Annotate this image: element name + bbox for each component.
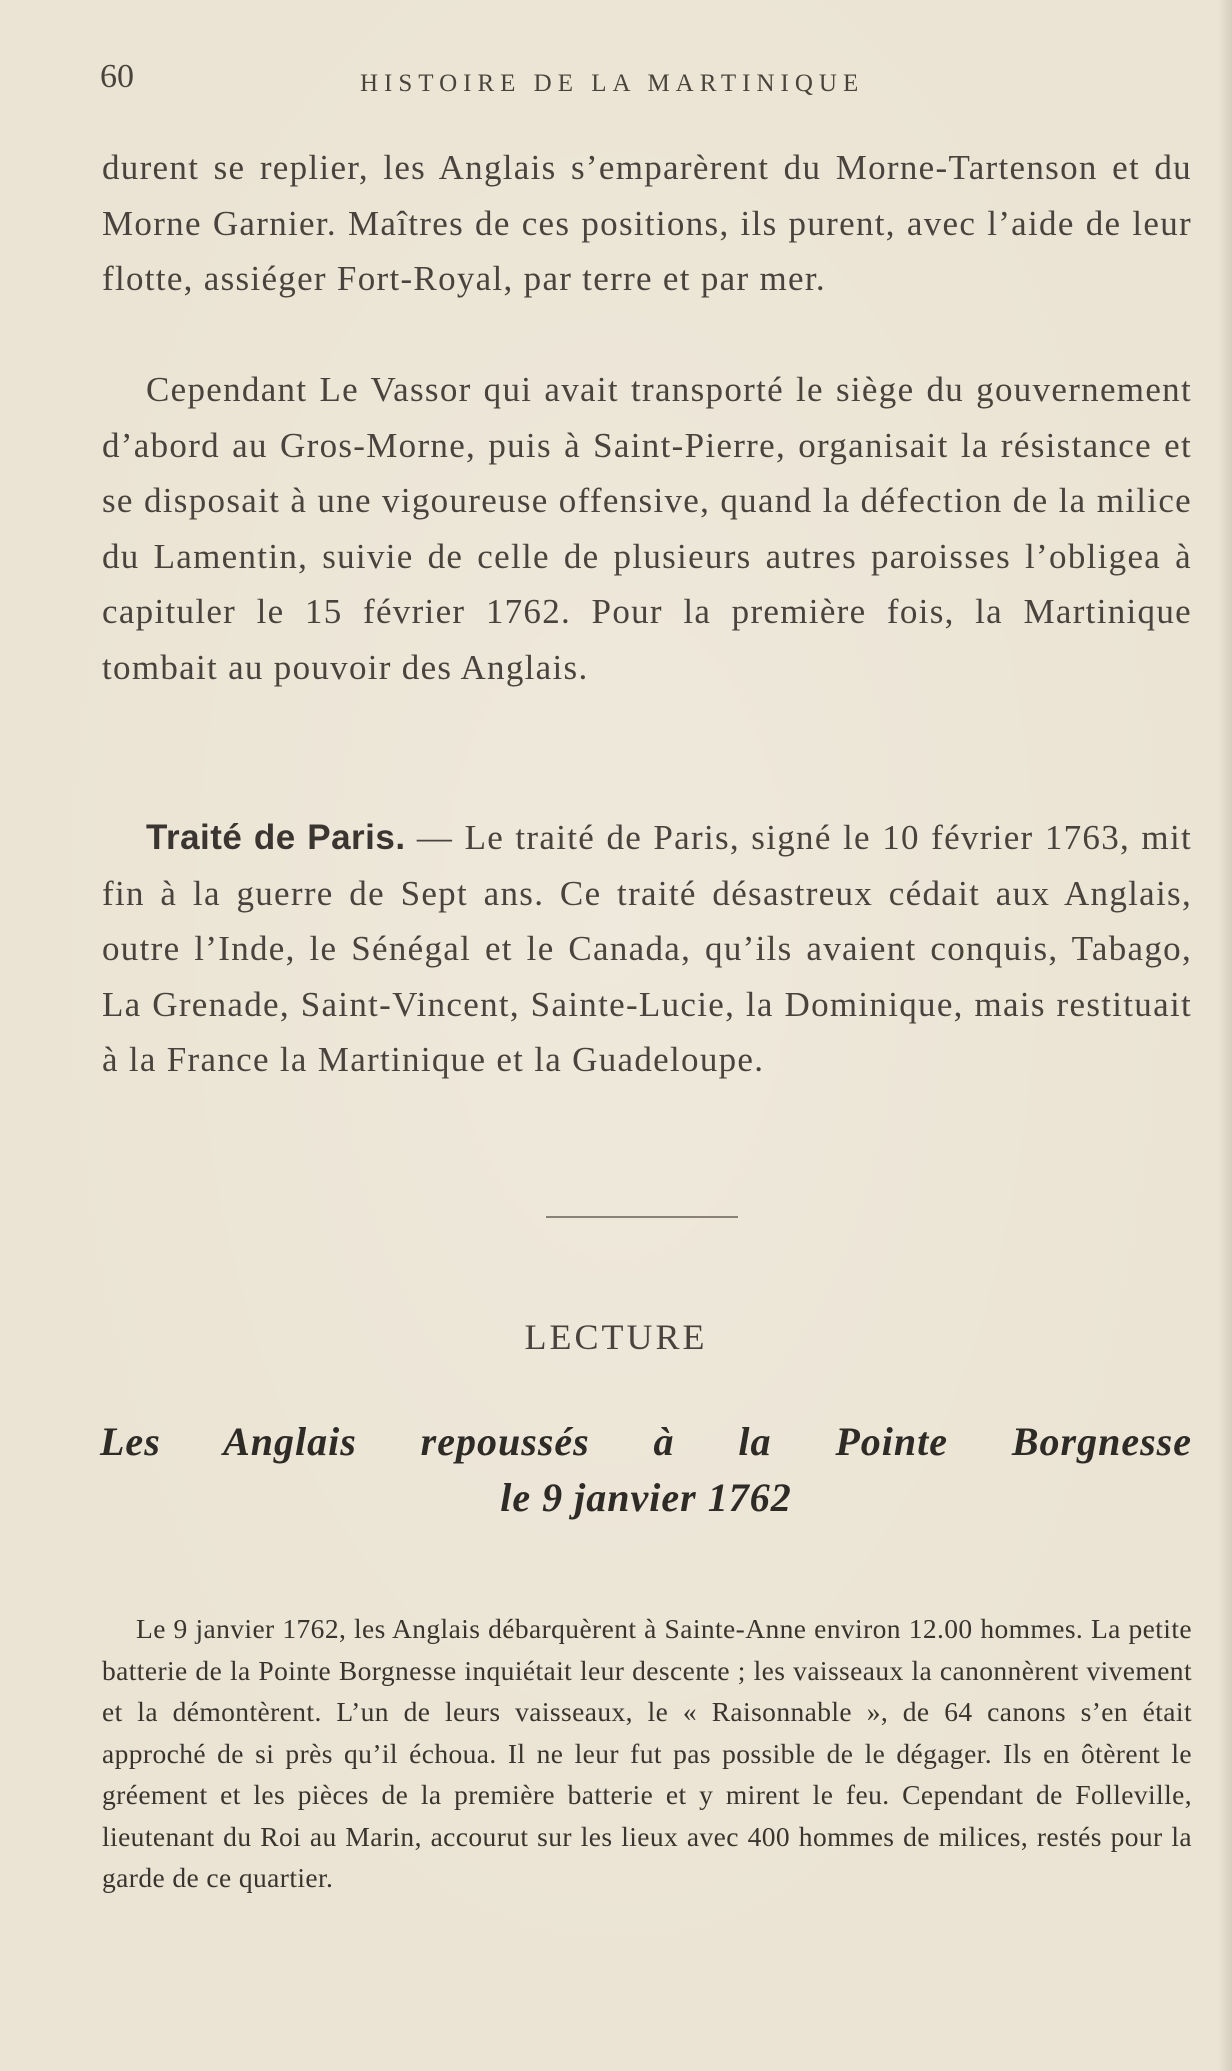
page-edge-shadow xyxy=(1218,0,1232,2071)
lecture-text: Le 9 janvier 1762, les Anglais débarquèrent à Sainte-Anne environ 12.00 hommes. La petite batterie de la Pointe Borgnesse inquiétait leur descente ; les vaisseaux la canonnèrent vivement et la démontèrent. L’un de leurs vaisseaux, le « Raisonnable », de 64 canons s’en était approché de si près qu’il échoua. Il ne leur fut pas possible de le dégager. Ils en ôtèrent le gréement et les pièces de la première batterie et y mirent le feu. Cependant de Folleville, lieutenant du Roi au Marin, accourut sur les lieux avec 400 hommes de milices, restés pour la garde de ce quartier. xyxy=(102,1613,1192,1893)
page-header xyxy=(100,58,1190,108)
paragraph-capitulation: Cependant Le Vassor qui avait transporté le siège du gouvernement d’abord au Gros-Morne, puis à Saint-Pierre, organisait la résistance et se disposait à une vigoureuse offensive, quand la défection de la milice du Lamentin, suivie de celle de plusieurs autres paroisses l’obligea à capituler le 15 février 1762. Pour la première fois, la Martinique tombait au pouvoir des Anglais. xyxy=(102,370,1192,687)
lecture-label: LECTURE xyxy=(524,1317,708,1357)
lecture-title xyxy=(100,1414,1192,1526)
running-title: HISTOIRE DE LA MARTINIQUE xyxy=(360,70,865,97)
section-heading-traite-de-paris: Traité de Paris. xyxy=(146,818,406,857)
page-number: 60 xyxy=(100,58,134,95)
lecture-title-line-1: Les Anglais repoussés à la Pointe Borgnesse xyxy=(100,1419,1192,1464)
paragraph-siege-fort-royal: durent se replier, les Anglais s’emparèrent du Morne-Tartenson et du Morne Garnier. Maîtres de ces positions, ils purent, avec l’aide de leur flotte, assiéger Fort-Royal, par terre et par mer. xyxy=(102,148,1192,298)
section-divider xyxy=(546,1216,738,1218)
paragraph-traite-de-paris xyxy=(102,810,1192,1088)
lecture-title-line-2: le 9 janvier 1762 xyxy=(500,1475,792,1520)
paragraph-traite-body: — Le traité de Paris, signé le 10 février 1763, mit fin à la guerre de Sept ans. Ce traité désastreux cédait aux Anglais, outre l’Inde, le Sénégal et le Canada, qu’ils avaient conquis, Tabago, La Grenade, Saint-Vincent, Sainte-Lucie, la Dominique, mais restituait à la France la Martinique et la Guadeloupe. xyxy=(102,818,1192,1079)
